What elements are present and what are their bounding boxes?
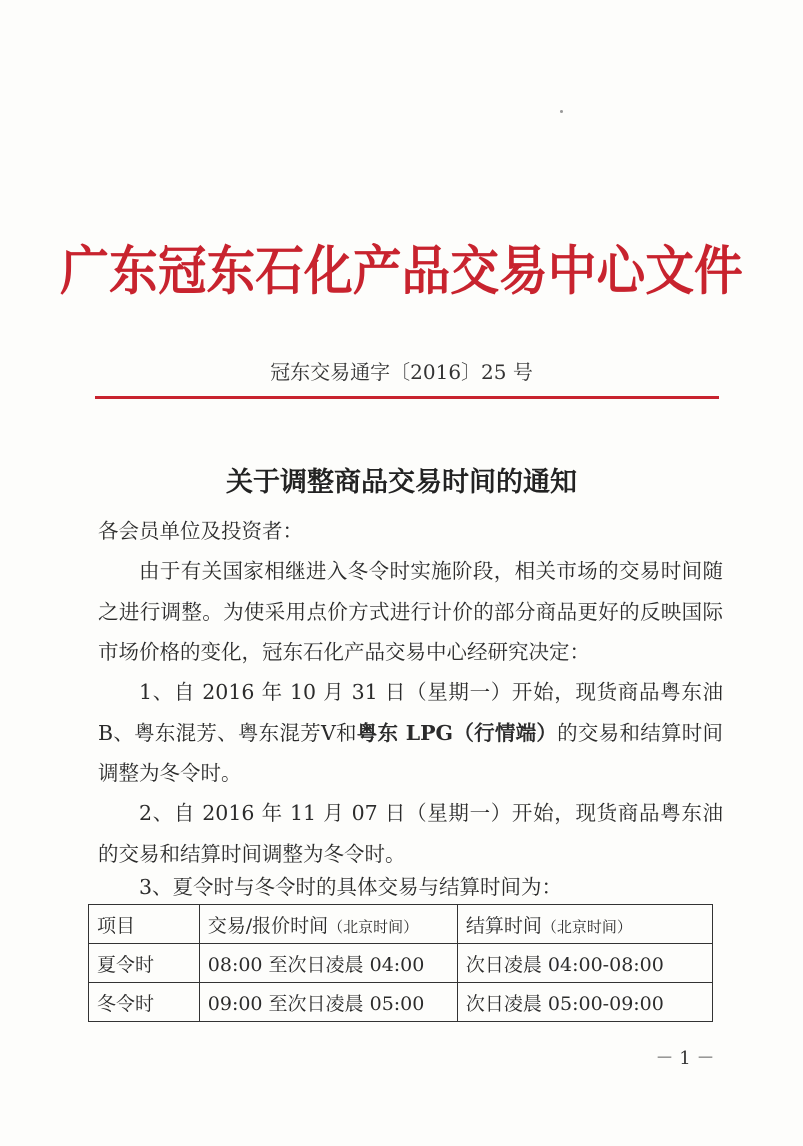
scan-speck (560, 110, 563, 113)
paragraph-item-3: 3、夏令时与冬令时的具体交易与结算时间为： (139, 875, 563, 899)
table-cell-item: 夏令时 (89, 944, 200, 983)
paragraph-intro: 由于有关国家相继进入冬令时实施阶段，相关市场的交易时间随之进行调整。为使采用点价方式进行计价的部分商品更好的反映国际市场价格的变化，冠东石化产品交易中心经研究决定： (98, 559, 723, 664)
table-header-trade-time-note: （北京时间） (328, 917, 419, 936)
table-row (89, 983, 713, 1022)
table-header-row (89, 905, 713, 944)
table-cell-item: 冬令时 (89, 983, 200, 1022)
table-header-trade-time-label: 交易/报价时间 (207, 914, 329, 937)
paragraph-item-1-bold-text: 粤东 LPG（行情端） (356, 720, 558, 745)
table-header-item: 项目 (89, 905, 200, 944)
table-header-trade-time (199, 905, 457, 944)
red-divider-line (95, 396, 719, 399)
page-number: － 1 － (655, 1048, 715, 1069)
table-cell-trade-time: 09:00 至次日凌晨 05:00 (199, 983, 457, 1022)
table-cell-settle-time: 次日凌晨 05:00-09:00 (457, 983, 712, 1022)
table-header-settle-time-label: 结算时间 (465, 914, 542, 937)
paragraph-item-1 (98, 672, 723, 794)
table-cell-trade-time: 08:00 至次日凌晨 04:00 (199, 944, 457, 983)
document-header-title: 广东冠东石化产品交易中心文件 (60, 240, 743, 302)
table-cell-settle-time: 次日凌晨 04:00-08:00 (457, 944, 712, 983)
table-header-settle-time (457, 905, 712, 944)
trading-schedule-table (88, 904, 713, 1022)
paragraph-item-1-text-b: 的交易和结算时间调整为冬令时。 (98, 720, 724, 785)
table-header-settle-time-note: （北京时间） (541, 917, 632, 936)
document-number: 冠东交易通字〔2016〕25 号 (270, 360, 533, 384)
salutation: 各会员单位及投资者： (98, 519, 303, 543)
paragraph-item-2: 2、自 2016 年 11 月 07 日（星期一）开始，现货商品粤东油的交易和结算时间调整为冬令时。 (98, 801, 723, 866)
table-row (89, 944, 713, 983)
notice-title: 关于调整商品交易时间的通知 (226, 467, 577, 498)
paragraph-item-1-text-a: 1、自 2016 年 10 月 31 日（星期一）开始，现货商品粤东油 B、粤东混芳、粤东混芳Ⅴ和 (98, 680, 723, 745)
